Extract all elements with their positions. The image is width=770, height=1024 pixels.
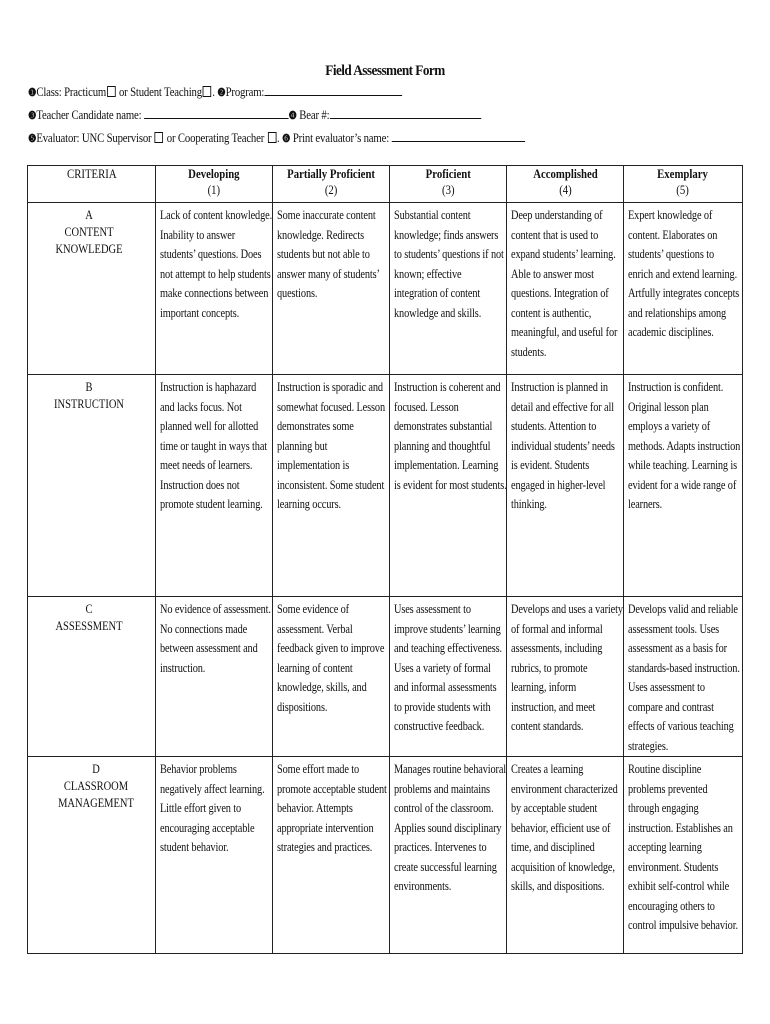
criteria-letter: C	[84, 602, 93, 616]
program-field[interactable]	[264, 84, 402, 96]
criteria-name: CLASSROOM MANAGEMENT	[57, 779, 134, 810]
info-line-evaluator	[28, 130, 525, 146]
cooperating-teacher-label: or Cooperating Teacher	[164, 131, 267, 145]
rubric-cell[interactable]	[273, 757, 390, 954]
criteria-header	[28, 166, 156, 203]
rubric-text: Some effort made to promote acceptable student behavior. Attempts appropriate intervention strategies and practices.	[277, 762, 387, 854]
rubric-text: Instruction is coherent and focused. Lesson demonstrates substantial planning and thoughtful implementation. Learning is evident for most students.	[394, 380, 507, 492]
level-name: Partially Proficient	[287, 167, 375, 181]
teacher-candidate-label: Teacher Candidate name:	[36, 108, 144, 122]
level-header-partially-proficient	[273, 166, 390, 203]
level-name: Accomplished	[532, 167, 598, 181]
rubric-cell[interactable]	[156, 597, 273, 757]
rubric-cell[interactable]	[156, 375, 273, 597]
cooperating-teacher-checkbox[interactable]	[268, 132, 277, 143]
header-row	[28, 166, 743, 203]
rubric-text: Deep understanding of content that is used to expand students’ learning. Able to answer most questions. Integration of content is authentic, meaningful, and useful for students.	[511, 208, 618, 359]
criteria-header-label: CRITERIA	[66, 167, 117, 181]
rubric-text: Instruction is haphazard and lacks focus. Not planned well for allotted time or taught in ways that meet needs of learners. Instruction does not promote student learning.	[160, 380, 268, 511]
level-score: (1)	[207, 183, 221, 197]
rubric-text: Instruction is sporadic and somewhat focused. Lesson demonstrates some planning but implementation is inconsistent. Some student learning occurs.	[277, 380, 385, 511]
rubric-text: Instruction is confident. Original lesson plan employs a variety of methods. Adapts instruction while teaching. Learning is evident for a wide range of learners.	[628, 380, 741, 511]
criteria-letter: B	[84, 380, 93, 394]
rubric-cell[interactable]	[624, 597, 743, 757]
criteria-row-instruction	[28, 375, 743, 597]
criteria-letter: D	[91, 762, 100, 776]
evaluator-label: Evaluator: UNC Supervisor	[36, 131, 154, 145]
level-name: Exemplary	[657, 167, 709, 181]
rubric-text: Uses assessment to improve students’ learning and teaching effectiveness. Uses a variety of formal and informal assessments to provide students with constructive feedback.	[394, 602, 502, 733]
level-header-developing	[156, 166, 273, 203]
line3-sep: .	[276, 131, 283, 145]
line1-sep: .	[212, 85, 218, 99]
class-label: Class: Practicum	[36, 85, 107, 99]
level-score: (3)	[441, 183, 455, 197]
rubric-cell[interactable]	[156, 203, 273, 375]
marker-6: ❻	[282, 133, 291, 145]
rubric-text: Develops and uses a variety of formal and informal assessments, including rubrics, to promote learning, inform instruction, and meet content standards.	[511, 602, 623, 733]
criteria-row-classroom-management	[28, 757, 743, 954]
rubric-cell[interactable]	[507, 757, 624, 954]
rubric-cell[interactable]	[624, 757, 743, 954]
info-line-class-program	[28, 84, 402, 100]
level-score: (5)	[676, 183, 690, 197]
rubric-cell[interactable]	[507, 203, 624, 375]
rubric-cell[interactable]	[390, 203, 507, 375]
marker-4: ❹	[288, 110, 297, 122]
rubric-text: No evidence of assessment. No connections made between assessment and instruction.	[160, 602, 271, 675]
rubric-text: Creates a learning environment characterized by acceptable student behavior, efficient use of time, and disciplined acquisition of knowledge, skills, and dispositions.	[511, 762, 618, 893]
print-evaluator-label: Print evaluator’s name:	[290, 131, 392, 145]
marker-5: ❺	[28, 133, 37, 145]
marker-1: ❶	[28, 87, 37, 99]
rubric-text: Expert knowledge of content. Elaborates on students’ questions to enrich and extend learning. Artfully integrates concepts and relationships among academic disciplines.	[628, 208, 740, 339]
rubric-cell[interactable]	[507, 375, 624, 597]
rubric-text: Routine discipline problems prevented through engaging instruction. Establishes an accepting learning environment. Students exhibit self-control while encouraging others to control impulsive behavior.	[628, 762, 738, 932]
criteria-row-assessment	[28, 597, 743, 757]
criteria-cell	[28, 375, 156, 597]
rubric-cell[interactable]	[624, 203, 743, 375]
bear-label: Bear #:	[296, 108, 330, 122]
rubric-cell[interactable]	[156, 757, 273, 954]
rubric-cell[interactable]	[273, 375, 390, 597]
rubric-cell[interactable]	[273, 203, 390, 375]
rubric-text: Develops valid and reliable assessment tools. Uses assessment as a basis for standards-based instruction. Uses assessment to compare and contrast effects of various teaching strategies.	[628, 602, 740, 753]
rubric-text: Lack of content knowledge. Inability to answer students’ questions. Does not attempt to help students make connections between important concepts.	[160, 208, 273, 320]
form-title: Field Assessment Form	[325, 63, 445, 79]
rubric-cell[interactable]	[624, 375, 743, 597]
level-score: (2)	[324, 183, 338, 197]
criteria-name: ASSESSMENT	[54, 619, 123, 633]
criteria-name: INSTRUCTION	[53, 397, 124, 411]
level-name: Proficient	[425, 167, 471, 181]
rubric-cell[interactable]	[507, 597, 624, 757]
teacher-candidate-field[interactable]	[144, 107, 288, 119]
criteria-cell	[28, 597, 156, 757]
level-score: (4)	[558, 183, 572, 197]
level-name: Developing	[188, 167, 240, 181]
rubric-text: Behavior problems negatively affect learning. Little effort given to encouraging acceptable student behavior.	[160, 762, 265, 854]
marker-2: ❷	[217, 87, 226, 99]
evaluator-name-field[interactable]	[392, 130, 525, 142]
criteria-row-content-knowledge	[28, 203, 743, 375]
rubric-cell[interactable]	[390, 597, 507, 757]
rubric-text: Instruction is planned in detail and effective for all students. Attention to individual students’ needs is evident. Students engaged in higher-level thinking.	[511, 380, 615, 511]
criteria-name: CONTENT KNOWLEDGE	[54, 225, 123, 256]
level-header-accomplished	[507, 166, 624, 203]
rubric-cell[interactable]	[390, 757, 507, 954]
rubric-text: Substantial content knowledge; finds answers to students’ questions if not known; effective integration of content knowledge and skills.	[394, 208, 504, 320]
info-line-teacher-bear	[28, 107, 481, 123]
level-header-exemplary	[624, 166, 743, 203]
rubric-text: Some evidence of assessment. Verbal feedback given to improve learning of content knowledge, skills, and dispositions.	[277, 602, 385, 714]
student-teaching-checkbox[interactable]	[203, 86, 212, 97]
rubric-table	[27, 165, 743, 954]
criteria-cell	[28, 203, 156, 375]
program-label: Program:	[225, 85, 265, 99]
rubric-cell[interactable]	[390, 375, 507, 597]
rubric-text: Some inaccurate content knowledge. Redirects students but not able to answer many of students’ questions.	[277, 208, 380, 300]
rubric-cell[interactable]	[273, 597, 390, 757]
student-teaching-label: or Student Teaching	[116, 85, 202, 99]
marker-3: ❸	[28, 110, 37, 122]
practicum-checkbox[interactable]	[107, 86, 116, 97]
criteria-letter: A	[84, 208, 93, 222]
criteria-cell	[28, 757, 156, 954]
bear-number-field[interactable]	[329, 107, 480, 119]
rubric-text: Manages routine behavioral problems and maintains control of the classroom. Applies sound disciplinary practices. Intervenes to create successful learning environments.	[394, 762, 507, 893]
level-header-proficient	[390, 166, 507, 203]
unc-supervisor-checkbox[interactable]	[155, 132, 164, 143]
